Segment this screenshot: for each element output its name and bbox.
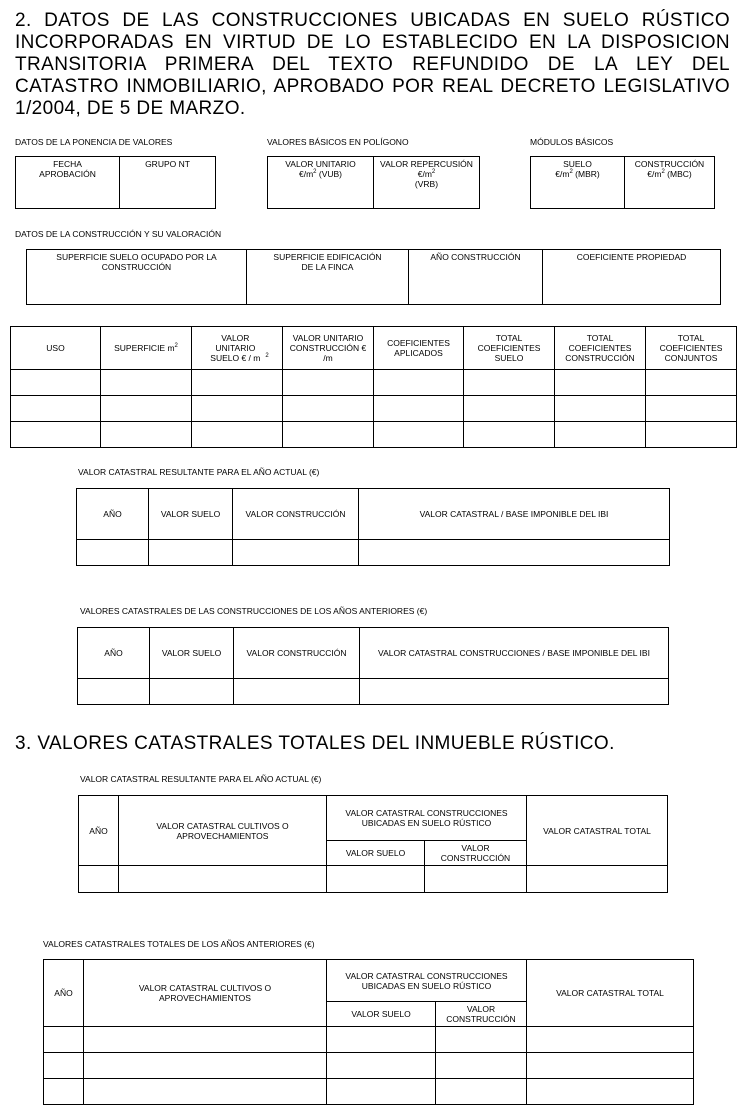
valor-suelo-header: VALOR SUELO xyxy=(150,628,234,679)
valor-catastral-total-header: VALOR CATASTRAL TOTAL xyxy=(527,796,668,866)
sq-sup: 2 xyxy=(431,169,436,175)
mbr-unit: €/m xyxy=(555,169,570,179)
modulos-label: MÓDULOS BÁSICOS xyxy=(530,137,614,147)
table-cell[interactable] xyxy=(527,1053,694,1079)
table-cell[interactable] xyxy=(192,370,283,396)
valor-catastral-construcciones-header: VALOR CATASTRAL CONSTRUCCIONES / BASE IMPONIBLE DEL IBI xyxy=(360,628,669,679)
tcj-header: TOTAL COEFICIENTES CONJUNTOS xyxy=(646,327,737,370)
ano-header: AÑO xyxy=(79,796,119,866)
poligono-table xyxy=(267,156,480,209)
fecha-aprobacion-cell[interactable] xyxy=(16,157,120,209)
table-cell[interactable] xyxy=(555,396,646,422)
vus-header: VALOR UNITARIO SUELO € / m $^2$ xyxy=(192,327,283,370)
table-row xyxy=(44,1053,694,1079)
ponencia-table xyxy=(15,156,216,209)
table-cell[interactable] xyxy=(11,422,101,448)
anteriores-header-row xyxy=(78,628,669,679)
valor-construccion-header: VALOR CONSTRUCCIÓN xyxy=(425,841,527,866)
sq-sup: 2 xyxy=(313,169,317,175)
s3-actual-header-row-1 xyxy=(79,796,668,841)
table-cell[interactable] xyxy=(527,1027,694,1053)
vrb-header: VALOR REPERCUSIÓN €/m xyxy=(380,159,473,179)
grupo-nt-header: GRUPO NT xyxy=(145,159,190,169)
anteriores-table xyxy=(77,627,669,705)
grupo-nt-cell[interactable] xyxy=(120,157,216,209)
table-cell[interactable] xyxy=(192,396,283,422)
table-cell[interactable] xyxy=(192,422,283,448)
table-row xyxy=(11,396,737,422)
table-row xyxy=(11,370,737,396)
table-row xyxy=(11,422,737,448)
table-cell[interactable] xyxy=(327,866,425,893)
table-cell[interactable] xyxy=(555,370,646,396)
table-cell[interactable] xyxy=(359,540,670,566)
table-cell[interactable] xyxy=(327,1079,436,1105)
table-cell[interactable] xyxy=(527,866,668,893)
table-cell[interactable] xyxy=(44,1079,84,1105)
table-cell[interactable] xyxy=(44,1053,84,1079)
s3-anteriores-table xyxy=(43,959,694,1105)
mbr-cell[interactable] xyxy=(531,157,625,209)
table-cell[interactable] xyxy=(234,679,360,705)
ano-header: AÑO xyxy=(78,628,150,679)
table-cell[interactable] xyxy=(464,396,555,422)
table-cell[interactable] xyxy=(436,1027,527,1053)
construccion-table xyxy=(26,249,721,305)
mbr-code: (MBR) xyxy=(575,169,600,179)
table-cell[interactable] xyxy=(283,422,374,448)
valor-construccion-header: VALOR CONSTRUCCIÓN xyxy=(234,628,360,679)
table-cell[interactable] xyxy=(283,370,374,396)
table-cell[interactable] xyxy=(646,422,737,448)
table-cell[interactable] xyxy=(11,370,101,396)
table-cell[interactable] xyxy=(436,1053,527,1079)
construccion-label: DATOS DE LA CONSTRUCCIÓN Y SU VALORACIÓN xyxy=(15,229,222,239)
ano-construccion-header: AÑO CONSTRUCCIÓN xyxy=(430,252,521,262)
table-cell[interactable] xyxy=(84,1027,327,1053)
fecha-aprobacion-header: FECHA APROBACIÓN xyxy=(39,159,96,179)
cultivos-header: VALOR CATASTRAL CULTIVOS O APROVECHAMIENTOS xyxy=(84,960,327,1027)
section-2-title: 2. DATOS DE LAS CONSTRUCCIONES UBICADAS EN SUELO RÚSTICO INCORPORADAS EN VIRTUD DE LO ESTABLECIDO EN LA DISPOSICION TRANSITORIA PRIMERA DEL TEXTO REFUNDIDO DE LA LEY DEL CATASTRO INMOBILIARIO, APROBADO POR REAL DECRETO LEGISLATIVO 1/2004, DE 5 DE MARZO. xyxy=(15,10,730,119)
valor-construccion-header: VALOR CONSTRUCCIÓN xyxy=(436,1002,527,1027)
mbr-header: SUELO xyxy=(563,159,592,169)
tcs-header: TOTAL COEFICIENTES SUELO xyxy=(464,327,555,370)
table-cell[interactable] xyxy=(101,370,192,396)
table-cell[interactable] xyxy=(44,1027,84,1053)
valor-suelo-header: VALOR SUELO xyxy=(327,1002,436,1027)
ponencia-label: DATOS DE LA PONENCIA DE VALORES xyxy=(15,137,173,147)
ano-header: AÑO xyxy=(44,960,84,1027)
table-cell[interactable] xyxy=(464,370,555,396)
valor-catastral-total-header: VALOR CATASTRAL TOTAL xyxy=(527,960,694,1027)
table-row xyxy=(44,1027,694,1053)
mbc-cell[interactable] xyxy=(625,157,715,209)
mbc-code: (MBC) xyxy=(667,169,692,179)
vub-header: VALOR UNITARIO xyxy=(285,159,356,169)
s3-actual-label: VALOR CATASTRAL RESULTANTE PARA EL AÑO ACTUAL (€) xyxy=(80,774,322,784)
vub-code: (VUB) xyxy=(318,169,343,179)
vub-unit: €/m xyxy=(298,169,314,179)
coeficiente-propiedad-cell[interactable] xyxy=(543,250,721,305)
table-cell[interactable] xyxy=(436,1079,527,1105)
superficie-edificacion-header: SUPERFICIE EDIFICACIÓN DE LA FINCA xyxy=(273,252,382,272)
valor-catastral-header: VALOR CATASTRAL / BASE IMPONIBLE DEL IBI xyxy=(359,489,670,540)
ano-header: AÑO xyxy=(77,489,149,540)
coeficiente-propiedad-header: COEFICIENTE PROPIEDAD xyxy=(576,252,687,262)
valor-suelo-header: VALOR SUELO xyxy=(327,841,425,866)
table-cell[interactable] xyxy=(425,866,527,893)
uso-header: USO xyxy=(11,327,101,370)
table-cell[interactable] xyxy=(283,396,374,422)
table-cell[interactable] xyxy=(77,540,149,566)
s3-actual-table xyxy=(78,795,668,893)
table-row xyxy=(79,866,668,893)
anteriores-label: VALORES CATASTRALES DE LAS CONSTRUCCIONES DE LOS AÑOS ANTERIORES (€) xyxy=(80,606,428,616)
table-cell[interactable] xyxy=(84,1079,327,1105)
uso-header-row xyxy=(11,327,737,370)
table-cell[interactable] xyxy=(374,370,464,396)
construcciones-header: VALOR CATASTRAL CONSTRUCCIONES UBICADAS EN SUELO RÚSTICO xyxy=(327,796,527,841)
table-cell[interactable] xyxy=(464,422,555,448)
table-cell[interactable] xyxy=(327,1027,436,1053)
table-cell[interactable] xyxy=(360,679,669,705)
table-cell[interactable] xyxy=(233,540,359,566)
table-cell[interactable] xyxy=(374,396,464,422)
table-cell[interactable] xyxy=(101,396,192,422)
table-row xyxy=(78,679,669,705)
table-cell[interactable] xyxy=(79,866,119,893)
superficie-edificacion-cell[interactable] xyxy=(247,250,409,305)
mbc-unit: €/m xyxy=(647,169,662,179)
section-3-title: 3. VALORES CATASTRALES TOTALES DEL INMUEBLE RÚSTICO. xyxy=(15,733,615,754)
modulos-table xyxy=(530,156,715,209)
superficie-suelo-header: SUPERFICIE SUELO OCUPADO POR LA CONSTRUCCIÓN xyxy=(56,252,217,272)
table-row xyxy=(77,540,670,566)
table-cell[interactable] xyxy=(150,679,234,705)
mbc-header: CONSTRUCCIÓN xyxy=(634,159,705,169)
table-cell[interactable] xyxy=(555,422,646,448)
coef-aplicados-header: COEFICIENTES APLICADOS xyxy=(374,327,464,370)
table-cell[interactable] xyxy=(78,679,150,705)
table-cell[interactable] xyxy=(119,866,327,893)
table-cell[interactable] xyxy=(527,1079,694,1105)
superficie-header: SUPERFICIE $m^2$ xyxy=(101,327,192,370)
sq-sup: 2 xyxy=(569,169,573,175)
table-cell[interactable] xyxy=(646,396,737,422)
table-cell[interactable] xyxy=(327,1053,436,1079)
actual-table xyxy=(76,488,670,566)
construcciones-header: VALOR CATASTRAL CONSTRUCCIONES UBICADAS EN SUELO RÚSTICO xyxy=(327,960,527,1002)
valor-suelo-header: VALOR SUELO xyxy=(149,489,233,540)
table-cell[interactable] xyxy=(11,396,101,422)
s3-anteriores-label: VALORES CATASTRALES TOTALES DE LOS AÑOS ANTERIORES (€) xyxy=(43,939,315,949)
ano-construccion-cell[interactable] xyxy=(409,250,543,305)
vrb-code: (VRB) xyxy=(414,179,439,189)
table-cell[interactable] xyxy=(646,370,737,396)
table-cell[interactable] xyxy=(374,422,464,448)
superficie-suelo-cell[interactable] xyxy=(27,250,247,305)
table-row xyxy=(44,1079,694,1105)
tcc-header: TOTAL COEFICIENTES CONSTRUCCIÓN xyxy=(555,327,646,370)
table-cell[interactable] xyxy=(101,422,192,448)
uso-table xyxy=(10,326,737,448)
s3-anteriores-header-row-1 xyxy=(44,960,694,1002)
table-cell[interactable] xyxy=(149,540,233,566)
table-cell[interactable] xyxy=(84,1053,327,1079)
vub-cell[interactable] xyxy=(268,157,374,209)
cultivos-header: VALOR CATASTRAL CULTIVOS O APROVECHAMIENTOS xyxy=(119,796,327,866)
vuc-header: VALOR UNITARIO CONSTRUCCIÓN € /m xyxy=(283,327,374,370)
vrb-cell[interactable] xyxy=(374,157,480,209)
actual-label: VALOR CATASTRAL RESULTANTE PARA EL AÑO ACTUAL (€) xyxy=(78,467,320,477)
poligono-label: VALORES BÁSICOS EN POLÍGONO xyxy=(267,137,409,147)
sq-sup: 2 xyxy=(661,169,665,175)
valor-construccion-header: VALOR CONSTRUCCIÓN xyxy=(233,489,359,540)
actual-header-row xyxy=(77,489,670,540)
